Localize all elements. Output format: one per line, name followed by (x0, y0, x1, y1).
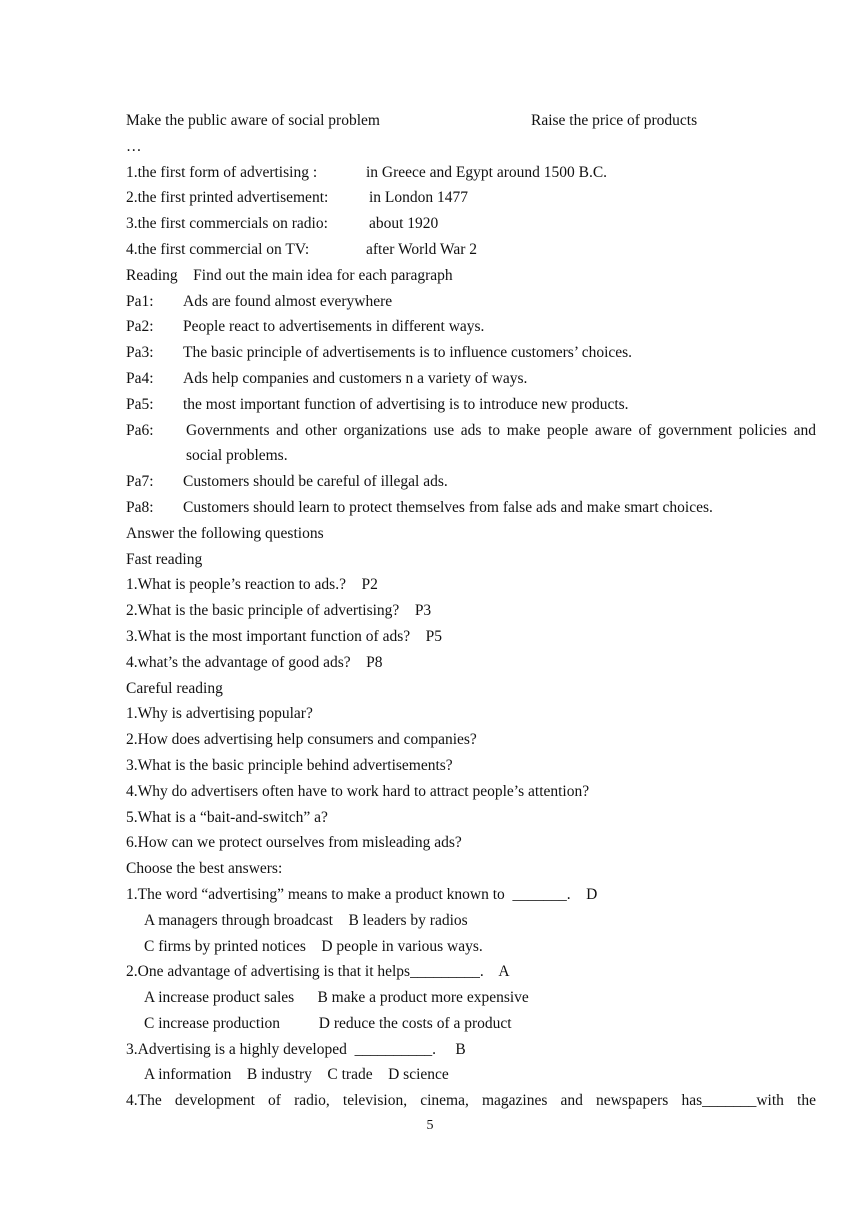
paragraph-label: Pa6: (126, 421, 154, 439)
first-value: in Greece and Egypt around 1500 B.C. (366, 163, 608, 181)
top-row (126, 108, 816, 134)
paragraph-text: The basic principle of advertisements is to influence customers’ choices. (183, 344, 633, 362)
paragraph-label: Pa3: (126, 344, 154, 362)
answer-heading: Answer the following questions (126, 524, 324, 542)
choice-options-1b: C firms by printed notices D people in various ways. (144, 937, 483, 955)
first-value: about 1920 (369, 215, 439, 233)
careful-question-1: 1.Why is advertising popular? (126, 705, 313, 723)
choice-question-1: 1.The word “advertising” means to make a product known to _______. D (126, 885, 598, 903)
paragraph-text: Customers should learn to protect themselves from false ads and make smart choices. (183, 498, 713, 516)
fast-reading-heading: Fast reading (126, 550, 203, 568)
first-item-3 (126, 211, 816, 237)
paragraph-label: Pa1: (126, 292, 154, 310)
careful-question-5: 5.What is a “bait-and-switch” a? (126, 808, 328, 826)
fast-question-1: 1.What is people’s reaction to ads.? P2 (126, 576, 378, 594)
paragraph-idea-2 (126, 314, 816, 340)
paragraph-label: Pa7: (126, 473, 154, 491)
choose-heading: Choose the best answers: (126, 860, 283, 878)
paragraph-idea-3 (126, 340, 816, 366)
paragraph-text: Customers should be careful of illegal ads. (183, 473, 448, 491)
fast-question-2: 2.What is the basic principle of advertising? P3 (126, 602, 432, 620)
paragraph-label: Pa5: (126, 395, 154, 413)
first-value: in London 1477 (369, 189, 469, 207)
fast-question-3: 3.What is the most important function of ads? P5 (126, 627, 442, 645)
careful-question-4: 4.Why do advertisers often have to work hard to attract people’s attention? (126, 782, 590, 800)
first-item-2 (126, 185, 816, 211)
careful-question-3: 3.What is the basic principle behind advertisements? (126, 756, 453, 774)
paragraph-idea-6 (126, 418, 816, 470)
choice-options-2b: C increase production D reduce the costs of a product (144, 1014, 512, 1032)
first-value: after World War 2 (366, 240, 477, 258)
paragraph-idea-8 (126, 495, 816, 521)
page-number: 5 (426, 1118, 434, 1133)
reading-heading: Reading Find out the main idea for each paragraph (126, 266, 453, 284)
first-label: 3.the first commercials on radio: (126, 215, 328, 233)
paragraph-idea-5 (126, 392, 816, 418)
paragraph-label: Pa4: (126, 369, 154, 387)
paragraph-label: Pa2: (126, 318, 154, 336)
careful-question-6: 6.How can we protect ourselves from misleading ads? (126, 834, 462, 852)
choice-options-2a: A increase product sales B make a product more expensive (144, 989, 529, 1007)
first-item-1 (126, 160, 816, 186)
paragraph-idea-4 (126, 366, 816, 392)
paragraph-text: the most important function of advertising is to introduce new products. (183, 395, 629, 413)
careful-reading-heading: Careful reading (126, 679, 223, 697)
paragraph-idea-7 (126, 469, 816, 495)
paragraph-text: Ads are found almost everywhere (183, 292, 393, 310)
paragraph-idea-1 (126, 289, 816, 315)
paragraph-text: Governments and other organizations use ads to make people aware of government policies and social problems. (186, 421, 816, 465)
fast-question-4: 4.what’s the advantage of good ads? P8 (126, 653, 383, 671)
choice-options-3: A information B industry C trade D science (144, 1066, 449, 1084)
first-item-4 (126, 237, 816, 263)
choice-question-4: 4.The development of radio, television, cinema, magazines and newspapers has_______with the (126, 1092, 816, 1110)
paragraph-text: People react to advertisements in different ways. (183, 318, 485, 336)
top-row-left: Make the public aware of social problem (126, 112, 380, 129)
document-page (126, 108, 816, 1114)
top-row-right: Raise the price of products (531, 112, 698, 129)
first-label: 1.the first form of advertising : (126, 163, 318, 181)
first-label: 2.the first printed advertisement: (126, 189, 329, 207)
ellipsis-line: … (126, 137, 142, 155)
careful-question-2: 2.How does advertising help consumers and companies? (126, 731, 477, 749)
choice-options-1a: A managers through broadcast B leaders by radios (144, 911, 468, 929)
first-label: 4.the first commercial on TV: (126, 240, 310, 258)
paragraph-text: Ads help companies and customers n a variety of ways. (183, 369, 528, 387)
choice-question-3: 3.Advertising is a highly developed __________. B (126, 1040, 466, 1058)
choice-question-2: 2.One advantage of advertising is that it helps_________. A (126, 963, 510, 981)
paragraph-label: Pa8: (126, 498, 154, 516)
